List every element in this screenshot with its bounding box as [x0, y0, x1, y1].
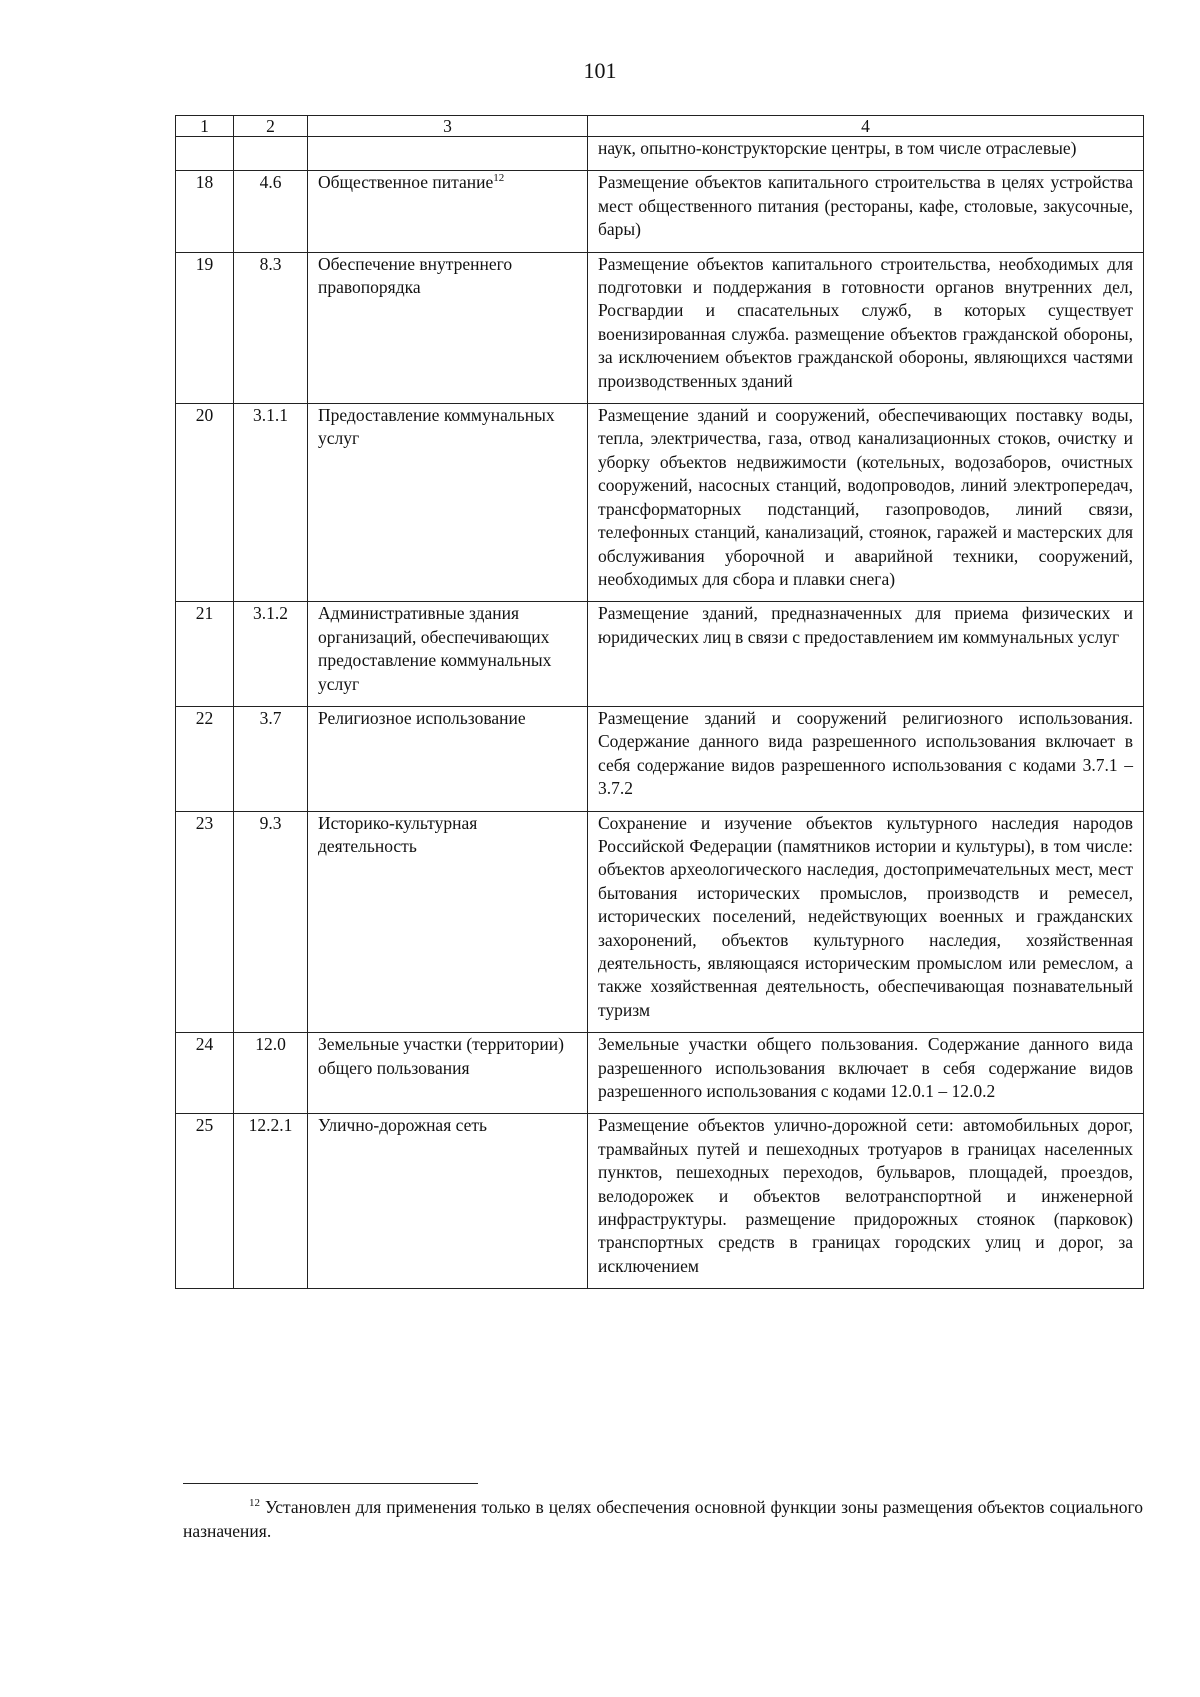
row-number-cell: 19	[176, 252, 234, 403]
use-description-cell: Земельные участки общего пользования. Содержание данного вида разрешенного использования включает в себя содержание видов разрешенного использования с кодами 12.0.1 – 12.0.2	[588, 1033, 1144, 1114]
use-code-cell: 8.3	[234, 252, 308, 403]
table-header-row	[176, 116, 1144, 137]
use-name-cell	[308, 602, 588, 707]
table-row	[176, 811, 1144, 1033]
column-header: 3	[308, 116, 588, 137]
use-name-cell	[308, 137, 588, 171]
page-number: 101	[583, 58, 617, 83]
use-code-cell	[234, 137, 308, 171]
use-name-cell	[308, 706, 588, 811]
use-name-text: Земельные участки (территории) общего пользования	[318, 1034, 564, 1078]
use-code-cell: 9.3	[234, 811, 308, 1033]
row-number-cell	[176, 137, 234, 171]
table-row	[176, 171, 1144, 252]
column-header: 1	[176, 116, 234, 137]
row-number-cell: 22	[176, 706, 234, 811]
table-body	[176, 137, 1144, 1289]
use-name-text: Историко-культурная деятельность	[318, 812, 478, 856]
row-number-cell: 18	[176, 171, 234, 252]
use-description-cell: Сохранение и изучение объектов культурного наследия народов Российской Федерации (памятников истории и культуры), в том числе: объектов археологического наследия, достопримечательных мест, мест бытования исторических промыслов, производств и ремесел, исторических поселений, недействующих военных и гражданских захоронений, объектов культурного наследия, хозяйственная деятельность, являющаяся историческим промыслом или ремеслом, а также хозяйственная деятельность, обеспечивающая познавательный туризм	[588, 811, 1144, 1033]
use-name-cell	[308, 404, 588, 602]
use-name-text: Улично-дорожная сеть	[318, 1115, 488, 1136]
footnote	[183, 1495, 1143, 1543]
row-number-cell: 25	[176, 1114, 234, 1289]
table-row	[176, 602, 1144, 707]
row-number-cell: 23	[176, 811, 234, 1033]
table-row	[176, 252, 1144, 403]
land-use-table	[175, 115, 1144, 1289]
use-description-cell: Размещение объектов улично-дорожной сети: автомобильных дорог, трамвайных путей и пешеходных тротуаров в границах населенных пунктов, пешеходных переходов, бульваров, площадей, проездов, велодорожек и объектов велотранспортной и инженерной инфраструктуры. размещение придорожных стоянок (парковок) транспортных средств в границах городских улиц и дорог, за исключением	[588, 1114, 1144, 1289]
use-code-cell: 3.7	[234, 706, 308, 811]
use-name-cell	[308, 811, 588, 1033]
use-description-cell: Размещение объектов капитального строительства в целях устройства мест общественного питания (рестораны, кафе, столовые, закусочные, бары)	[588, 171, 1144, 252]
use-code-cell: 12.0	[234, 1033, 308, 1114]
table-row	[176, 137, 1144, 171]
row-number-cell: 24	[176, 1033, 234, 1114]
use-name-cell	[308, 252, 588, 403]
row-number-cell: 20	[176, 404, 234, 602]
use-description-cell: Размещение зданий, предназначенных для приема физических и юридических лиц в связи с предоставлением им коммунальных услуг	[588, 602, 1144, 707]
use-description-cell: Размещение объектов капитального строительства, необходимых для подготовки и поддержания в готовности органов внутренних дел, Росгвардии и спасательных служб, в которых существует военизированная служба. размещение объектов гражданской обороны, за исключением объектов гражданской обороны, являющихся частями производственных зданий	[588, 252, 1144, 403]
use-name-cell	[308, 1114, 588, 1289]
table-row	[176, 706, 1144, 811]
use-code-cell: 4.6	[234, 171, 308, 252]
use-name-text: Обеспечение внутреннего правопорядка	[318, 253, 513, 298]
row-number-cell: 21	[176, 602, 234, 707]
use-name-cell	[308, 1033, 588, 1114]
use-code-cell: 3.1.2	[234, 602, 308, 707]
use-name-text: Административные здания организаций, обеспечивающих предоставление коммунальных услуг	[318, 603, 552, 694]
use-name-cell	[308, 171, 588, 252]
footnote-reference[interactable]: 12	[493, 172, 505, 185]
use-name-text: Общественное питание	[318, 172, 494, 193]
use-description-cell: наук, опытно-конструкторские центры, в том числе отраслевые)	[588, 137, 1144, 171]
use-description-cell: Размещение зданий и сооружений, обеспечивающих поставку воды, тепла, электричества, газа, отвод канализационных стоков, очистку и уборку объектов недвижимости (котельных, водозаборов, очистных сооружений, насосных станций, водопроводов, линий электропередач, трансформаторных подстанций, газопроводов, линий связи, телефонных станций, канализаций, стоянок, гаражей и мастерских для обслуживания уборочной и аварийной техники, сооружений, необходимых для сбора и плавки снега)	[588, 404, 1144, 602]
use-name-text: Религиозное использование	[318, 707, 526, 728]
table-row	[176, 404, 1144, 602]
column-header: 2	[234, 116, 308, 137]
use-name-text: Предоставление коммунальных услуг	[318, 405, 555, 449]
table-row	[176, 1114, 1144, 1289]
table-row	[176, 1033, 1144, 1114]
footnote-marker: 12	[249, 1497, 260, 1510]
footnote-divider	[183, 1483, 478, 1484]
use-description-cell: Размещение зданий и сооружений религиозного использования. Содержание данного вида разрешенного использования включает в себя содержание видов разрешенного использования с кодами 3.7.1 – 3.7.2	[588, 706, 1144, 811]
use-code-cell: 12.2.1	[234, 1114, 308, 1289]
column-header: 4	[588, 116, 1144, 137]
footnote-text: Установлен для применения только в целях обеспечения основной функции зоны размещения объектов социального назначения.	[183, 1497, 1144, 1541]
use-code-cell: 3.1.1	[234, 404, 308, 602]
